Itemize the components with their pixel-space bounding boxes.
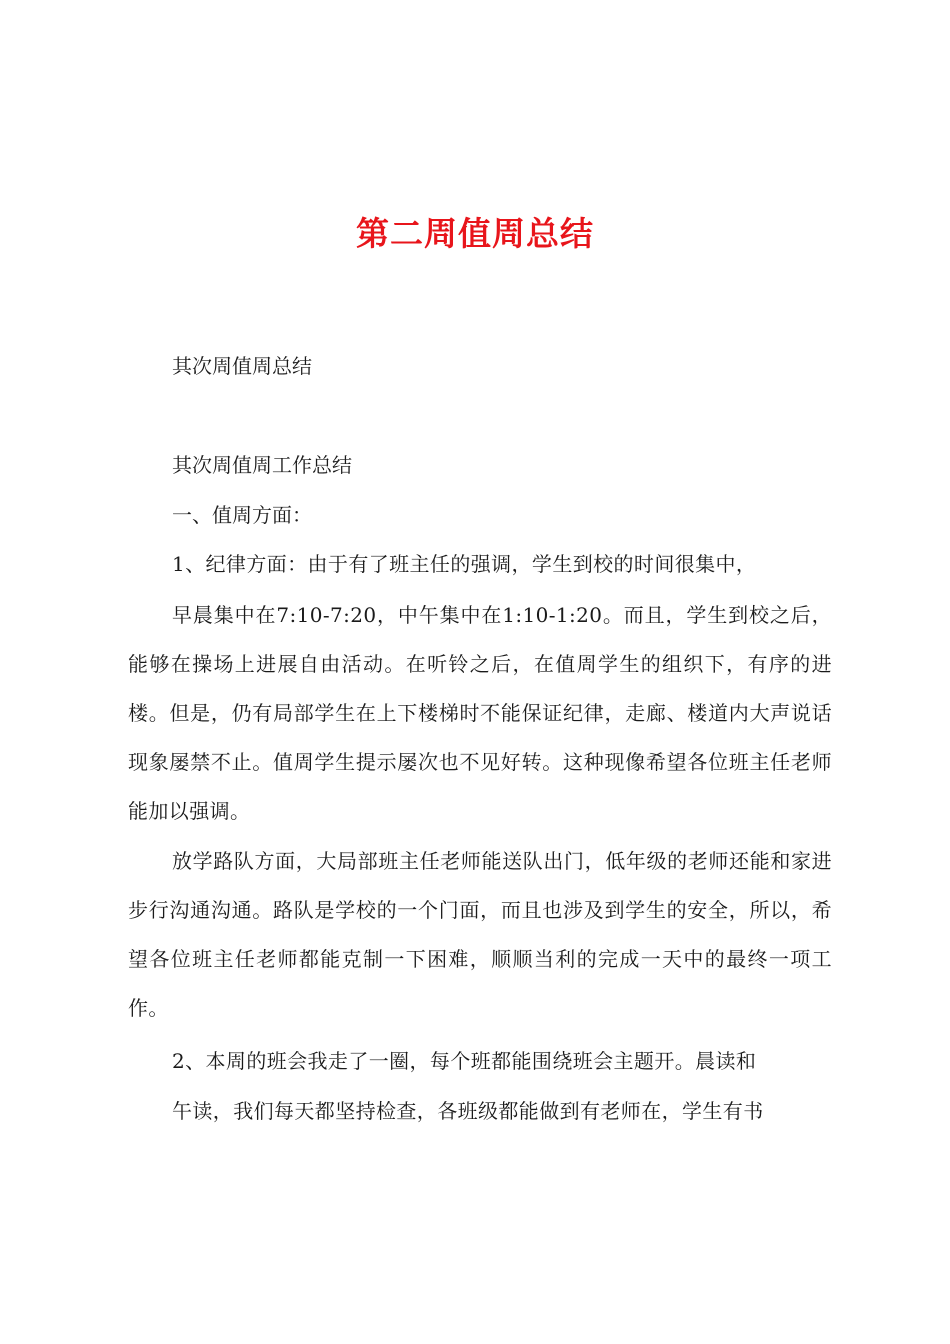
section-heading: 其次周值周工作总结 [172,453,352,477]
subtitle: 其次周值周总结 [172,354,312,378]
item-two-intro: 2、本周的班会我走了一圈，每个班都能围绕班会主题开。晨读和 [172,1049,757,1073]
item-one-intro: 1、纪律方面：由于有了班主任的强调，学生到校的时间很集中， [172,552,757,576]
item-two-body: 午读，我们每天都坚持检查，各班级都能做到有老师在，学生有书 [172,1099,764,1123]
item-one-body: 早晨集中在7:10-7:20，中午集中在1:10-1:20。而且，学生到校之后，能够在操场上进展自由活动。在听铃之后，在值周学生的组织下，有序的进楼。但是，仍有局部学生在上下楼梯时不能保证纪律，走廊、楼道内大声说话现象屡禁不止。值周学生提示屡次也不见好转。这种现像希望各位班主任老师能加以强调。 [128,603,832,823]
section-one-heading: 一、值周方面： [172,503,312,527]
item-one-team-paragraph: 放学路队方面，大局部班主任老师能送队出门，低年级的老师还能和家进步行沟通沟通。路队是学校的一个门面，而且也涉及到学生的安全，所以，希望各位班主任老师都能克制一下困难，顺顺当利的完成一天中的最终一项工作。 [128,849,832,1020]
document-title: 第二周值周总结 [356,214,594,253]
